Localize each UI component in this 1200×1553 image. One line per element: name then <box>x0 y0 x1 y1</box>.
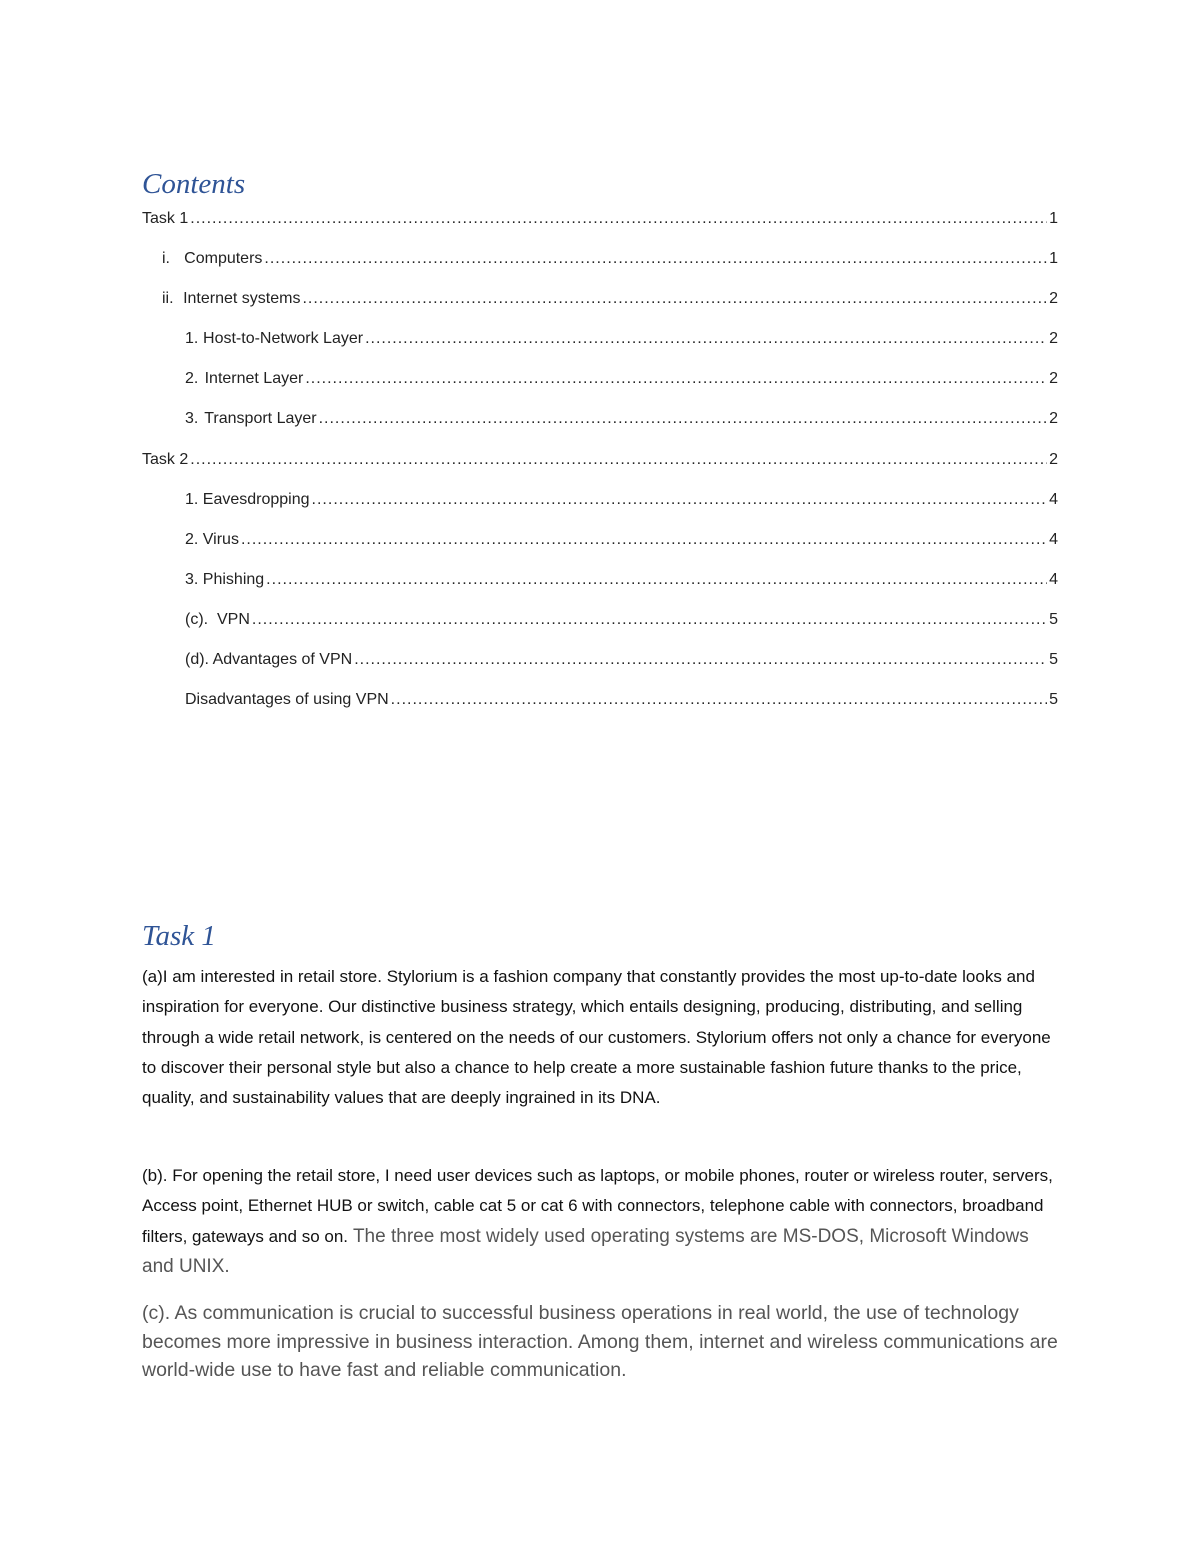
paragraph-a: (a)I am interested in retail store. Stylorium is a fashion company that constantly provides the most up-to-date looks and inspiration for everyone. Our distinctive business strategy, which entails designing, producing, distributing, and selling through a wide retail network, is centered on the needs of our customers. Stylorium offers not only a chance for everyone to discover their personal style but also a chance to help create a more sustainable fashion future thanks to the price, quality, and sustainability values that are deeply ingrained in its DNA. <box>142 967 1051 1108</box>
toc-entry-title: Task 2 <box>142 450 189 468</box>
toc-entry-page: 5 <box>1049 651 1058 669</box>
toc-entry-title: 2. Virus <box>185 530 239 548</box>
toc-entry-page: 4 <box>1049 490 1058 508</box>
toc-entry-page: 2 <box>1049 410 1058 428</box>
toc-entry[interactable] <box>142 368 1058 408</box>
paragraph-b <box>142 1161 1062 1282</box>
toc-entry[interactable] <box>142 649 1058 689</box>
task1-heading: Task 1 <box>142 920 216 952</box>
toc-leader-dots <box>190 449 1047 471</box>
contents-heading: Contents <box>142 168 246 200</box>
toc-entry-page: 2 <box>1049 290 1058 308</box>
toc-entry-page: 1 <box>1049 250 1058 268</box>
toc-entry-title: Internet Layer <box>204 370 304 388</box>
toc-entry-title: Internet systems <box>183 290 301 308</box>
toc-entry[interactable] <box>142 489 1058 529</box>
toc-entry-title: Host-to-Network Layer <box>203 330 364 348</box>
toc-entry-title: 3. Phishing <box>185 570 265 588</box>
toc-entry-title: Disadvantages of using VPN <box>185 691 389 709</box>
toc-entry-page: 2 <box>1049 370 1058 388</box>
toc-leader-dots <box>312 489 1048 511</box>
toc-entry-page: 4 <box>1049 570 1058 588</box>
toc-entry-number: 1. <box>185 330 199 348</box>
toc-entry[interactable] <box>142 689 1058 729</box>
toc-entry[interactable] <box>142 328 1058 368</box>
toc-leader-dots <box>354 649 1047 671</box>
toc-entry[interactable] <box>142 208 1058 248</box>
toc-entry-page: 5 <box>1049 610 1058 628</box>
toc-entry[interactable] <box>142 609 1058 649</box>
toc-leader-dots <box>319 408 1048 430</box>
paragraph-b-tail: The three most widely used operating systems are MS-DOS, Microsoft Windows and UNIX. <box>142 1225 1029 1277</box>
toc-entry-number: ii. <box>162 290 174 308</box>
toc-entry-page: 2 <box>1049 450 1058 468</box>
toc-entry-title: Transport Layer <box>204 410 317 428</box>
paragraph-b-main: (b). For opening the retail store, I need user devices such as laptops, or mobile phones, router or wireless router, servers, Access point, Ethernet HUB or switch, cable cat 5 or cat 6 with connectors, telephone cable with connectors, broadband filters, gateways and so on. <box>142 1166 1053 1246</box>
toc-entry-title: (d). Advantages of VPN <box>185 651 353 669</box>
toc-entry[interactable] <box>142 408 1058 448</box>
toc-entry[interactable] <box>142 529 1058 569</box>
toc-entry-page: 1 <box>1049 210 1058 227</box>
toc-leader-dots <box>266 569 1047 591</box>
toc-leader-dots <box>302 288 1047 310</box>
toc-entry-title: Task 1 <box>142 210 189 227</box>
toc-entry-number: 3. <box>185 410 199 428</box>
toc-leader-dots <box>190 208 1047 230</box>
toc-entry[interactable] <box>142 248 1058 288</box>
toc-entry-title: 1. Eavesdropping <box>185 490 310 508</box>
toc-leader-dots <box>252 609 1047 631</box>
toc-leader-dots <box>241 529 1047 551</box>
toc-leader-dots <box>365 328 1047 350</box>
paragraph-c: (c). As communication is crucial to successful business operations in real world, the use of technology becomes more impressive in business interaction. Among them, internet and wireless communications are world-wide use to have fast and reliable communication. <box>142 1302 1058 1381</box>
toc-entry-page: 2 <box>1049 330 1058 348</box>
toc-entry-number: 2. <box>185 370 199 388</box>
toc-entry[interactable] <box>142 569 1058 609</box>
toc-leader-dots <box>305 368 1047 390</box>
table-of-contents <box>142 208 1058 729</box>
toc-entry-number: i. <box>162 250 170 268</box>
toc-entry-title: Computers <box>184 250 263 268</box>
toc-leader-dots <box>391 689 1047 711</box>
toc-entry[interactable] <box>142 449 1058 489</box>
toc-entry[interactable] <box>142 288 1058 328</box>
toc-entry-page: 5 <box>1049 691 1058 709</box>
toc-leader-dots <box>264 248 1047 270</box>
toc-entry-title: (c). VPN <box>185 610 250 628</box>
toc-entry-page: 4 <box>1049 530 1058 548</box>
